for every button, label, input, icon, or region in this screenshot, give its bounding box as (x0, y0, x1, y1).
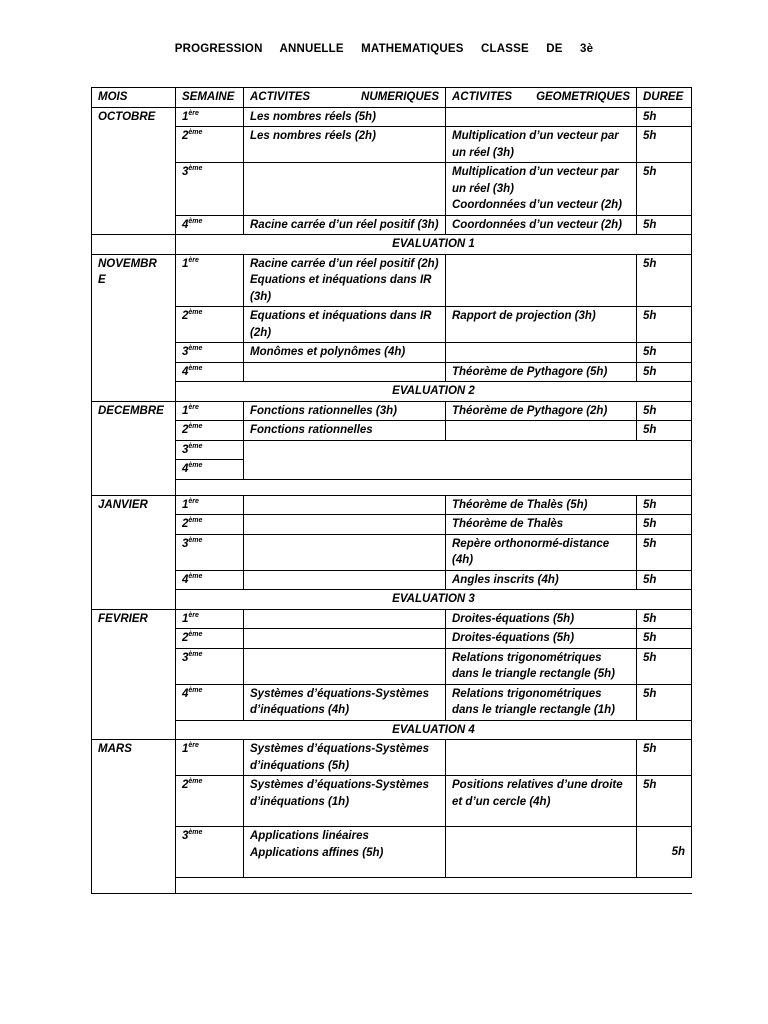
duration: 5h (637, 421, 692, 441)
geo-activity: Théorème de Thalès (5h) (446, 495, 637, 515)
week-cell (176, 515, 244, 535)
week-number: 3 (182, 346, 189, 358)
table-row (92, 307, 692, 343)
month-novembre: NOVEMBR E (92, 254, 176, 401)
month-decembre: DECEMBRE (92, 401, 176, 495)
duration: 5h (637, 163, 692, 216)
week-cell (176, 362, 244, 382)
num-activity: Systèmes d’équations-Systèmes d’inéquations (1h) (244, 776, 446, 827)
geo-activity: Théorème de Pythagore (2h) (446, 401, 637, 421)
week-suffix: ème (188, 829, 203, 837)
table-row (92, 684, 692, 720)
geo-activity (446, 107, 637, 127)
week-number: 1 (182, 110, 189, 123)
geo-activity (446, 254, 637, 307)
table-row (92, 648, 692, 684)
table-row (92, 362, 692, 382)
blank-row (92, 479, 692, 495)
header-geo-word-1: ACTIVITES (452, 91, 513, 103)
geo-activity: Théorème de Pythagore (5h) (446, 362, 637, 382)
table-row (92, 740, 692, 776)
table-row (92, 570, 692, 590)
geo-activity: Droites-équations (5h) (446, 629, 637, 649)
table-row (92, 495, 692, 515)
week-suffix: ème (188, 442, 203, 450)
duration: 5h (637, 629, 692, 649)
geo-activity: Droites-équations (5h) (446, 609, 637, 629)
week-cell (176, 495, 244, 515)
week-cell (176, 127, 244, 163)
week-suffix: ère (188, 403, 199, 411)
week-suffix: ère (188, 742, 199, 750)
geo-activity (446, 740, 637, 776)
week-suffix: ème (188, 650, 203, 658)
blank-cell (176, 479, 692, 495)
num-activity (244, 570, 446, 590)
duration: 5h (637, 127, 692, 163)
week-cell (176, 254, 244, 307)
table-row (92, 609, 692, 629)
week-number: 2 (182, 779, 189, 791)
evaluation-row (92, 235, 692, 255)
header-semaine: SEMAINE (176, 88, 244, 108)
week-number: 3 (182, 443, 189, 456)
week-suffix: ère (188, 611, 199, 619)
duration: 5h (637, 307, 692, 343)
week-suffix: ème (188, 631, 203, 639)
evaluation-label: EVALUATION 2 (176, 382, 692, 402)
geo-activity: Angles inscrits (4h) (446, 570, 637, 590)
duration: 5h (637, 362, 692, 382)
evaluation-row (92, 382, 692, 402)
week-suffix: ère (188, 497, 199, 505)
num-activity: Systèmes d’équations-Systèmes d’inéquations (5h) (244, 740, 446, 776)
week-number: 1 (182, 743, 189, 755)
duration: 5h (637, 215, 692, 235)
duration: 5h (637, 776, 692, 827)
num-activity (244, 648, 446, 684)
week-suffix: ème (188, 686, 203, 694)
document-title: PROGRESSION ANNUELLE MATHEMATIQUES CLASSE DE 3è (174, 43, 594, 55)
week-cell (176, 401, 244, 421)
table-row (92, 440, 692, 460)
week-cell (176, 740, 244, 776)
num-activity: Applications linéaires Applications affines (5h) (244, 827, 446, 878)
week-suffix: ème (188, 129, 203, 137)
duration: 5h (637, 570, 692, 590)
progression-table (91, 87, 692, 894)
week-cell (176, 215, 244, 235)
week-cell (176, 440, 244, 460)
duration: 5h (637, 609, 692, 629)
table-row (92, 215, 692, 235)
table-row (92, 515, 692, 535)
num-activity: Fonctions rationnelles (244, 421, 446, 441)
week-number: 1 (182, 257, 189, 270)
week-suffix: ère (188, 256, 199, 264)
num-activity: Racine carrée d’un réel positif (2h) Equations et inéquations dans IR (3h) (244, 254, 446, 307)
table-row (92, 107, 692, 127)
num-activity: Fonctions rationnelles (3h) (244, 401, 446, 421)
num-activity (244, 495, 446, 515)
evaluation-label: EVALUATION 3 (176, 590, 692, 610)
evaluation-row (92, 590, 692, 610)
num-activity: Les nombres réels (5h) (244, 107, 446, 127)
geo-activity: Théorème de Thalès (446, 515, 637, 535)
week-cell (176, 629, 244, 649)
table-row (92, 254, 692, 307)
week-suffix: ème (188, 462, 203, 470)
week-suffix: ème (188, 778, 203, 786)
table-row (92, 776, 692, 827)
week-number: 2 (182, 310, 189, 322)
geo-activity: Multiplication d’un vecteur par un réel (3h) (446, 127, 637, 163)
week-suffix: ème (188, 423, 203, 431)
table-row (92, 401, 692, 421)
week-number: 1 (182, 498, 189, 511)
month-fevrier: FEVRIER (92, 609, 176, 740)
num-activity: Systèmes d’équations-Systèmes d’inéquations (4h) (244, 684, 446, 720)
duration: 5h (637, 515, 692, 535)
duration: 5h (637, 343, 692, 363)
geo-activity: Coordonnées d’un vecteur (2h) (446, 215, 637, 235)
week-number: 4 (182, 463, 189, 475)
duration: 5h (637, 534, 692, 570)
week-suffix: ème (188, 536, 203, 544)
num-activity (244, 609, 446, 629)
week-cell (176, 570, 244, 590)
table-row (92, 421, 692, 441)
duration: 5h (637, 740, 692, 776)
num-activity (244, 163, 446, 216)
week-cell (176, 827, 244, 878)
month-mars: MARS (92, 740, 176, 894)
duration: 5h (637, 648, 692, 684)
header-geo-word-2: GEOMETRIQUES (536, 91, 630, 103)
week-number: 4 (182, 218, 189, 231)
evaluation-label: EVALUATION 1 (176, 235, 692, 255)
week-cell (176, 776, 244, 827)
table-row (92, 629, 692, 649)
duration: 5h (637, 107, 692, 127)
evaluation-row (92, 720, 692, 740)
table-row (92, 827, 692, 878)
evaluation-label: EVALUATION 4 (176, 720, 692, 740)
week-suffix: ème (188, 309, 203, 317)
duration: 5h (637, 254, 692, 307)
header-mois: MOIS (92, 88, 176, 108)
num-activity: Racine carrée d’un réel positif (3h) (244, 215, 446, 235)
week-number: 3 (182, 651, 189, 664)
geo-activity (446, 421, 637, 441)
geo-activity (446, 827, 637, 878)
header-activites-numeriques (244, 88, 446, 108)
spacer-cell (92, 235, 176, 255)
week-suffix: ème (188, 572, 203, 580)
week-cell (176, 307, 244, 343)
week-cell (176, 648, 244, 684)
num-activity: Monômes et polynômes (4h) (244, 343, 446, 363)
header-num-word-2: NUMERIQUES (361, 91, 439, 103)
week-cell (176, 684, 244, 720)
month-janvier: JANVIER (92, 495, 176, 609)
num-activity (244, 515, 446, 535)
week-number: 4 (182, 687, 189, 700)
geo-activity: Positions relatives d’une droite et d’un cercle (4h) (446, 776, 637, 827)
header-activites-geometriques (446, 88, 637, 108)
table-row (92, 163, 692, 216)
week-number: 3 (182, 166, 189, 178)
geo-activity: Relations trigonométriques dans le triangle rectangle (1h) (446, 684, 637, 720)
week-number: 3 (182, 830, 189, 842)
duration: 5h (637, 684, 692, 720)
week-cell (176, 107, 244, 127)
month-octobre: OCTOBRE (92, 107, 176, 235)
week-suffix: ème (188, 217, 203, 225)
geo-activity: Multiplication d’un vecteur par un réel (3h) Coordonnées d’un vecteur (2h) (446, 163, 637, 216)
table-row (92, 343, 692, 363)
week-number: 2 (182, 130, 189, 142)
week-number: 2 (182, 518, 189, 530)
duration: 5h (637, 827, 692, 878)
week-number: 4 (182, 365, 189, 378)
duration: 5h (637, 495, 692, 515)
week-number: 2 (182, 632, 189, 644)
blank-cell (176, 878, 692, 894)
week-suffix: ème (188, 517, 203, 525)
num-activity (244, 629, 446, 649)
week-suffix: ème (188, 364, 203, 372)
geo-activity (446, 343, 637, 363)
week-cell (176, 421, 244, 441)
week-number: 4 (182, 573, 189, 586)
week-cell (176, 163, 244, 216)
geo-activity: Rapport de projection (3h) (446, 307, 637, 343)
header-num-word-1: ACTIVITES (250, 91, 311, 103)
num-activity: Equations et inéquations dans IR (2h) (244, 307, 446, 343)
empty-block (244, 440, 692, 479)
week-suffix: ère (188, 109, 199, 117)
geo-activity: Repère orthonormé-distance (4h) (446, 534, 637, 570)
week-cell (176, 343, 244, 363)
table-header-row (92, 88, 692, 108)
week-cell (176, 460, 244, 480)
table-row (92, 534, 692, 570)
table-row (92, 127, 692, 163)
week-cell (176, 609, 244, 629)
header-duree: DUREE (637, 88, 692, 108)
num-activity (244, 534, 446, 570)
week-number: 2 (182, 424, 189, 436)
week-number: 3 (182, 537, 189, 550)
week-suffix: ème (188, 345, 203, 353)
geo-activity: Relations trigonométriques dans le triangle rectangle (5h) (446, 648, 637, 684)
week-number: 1 (182, 612, 189, 625)
week-suffix: ème (188, 165, 203, 173)
week-number: 1 (182, 404, 189, 417)
blank-row (92, 878, 692, 894)
num-activity (244, 362, 446, 382)
duration: 5h (637, 401, 692, 421)
week-cell (176, 534, 244, 570)
num-activity: Les nombres réels (2h) (244, 127, 446, 163)
